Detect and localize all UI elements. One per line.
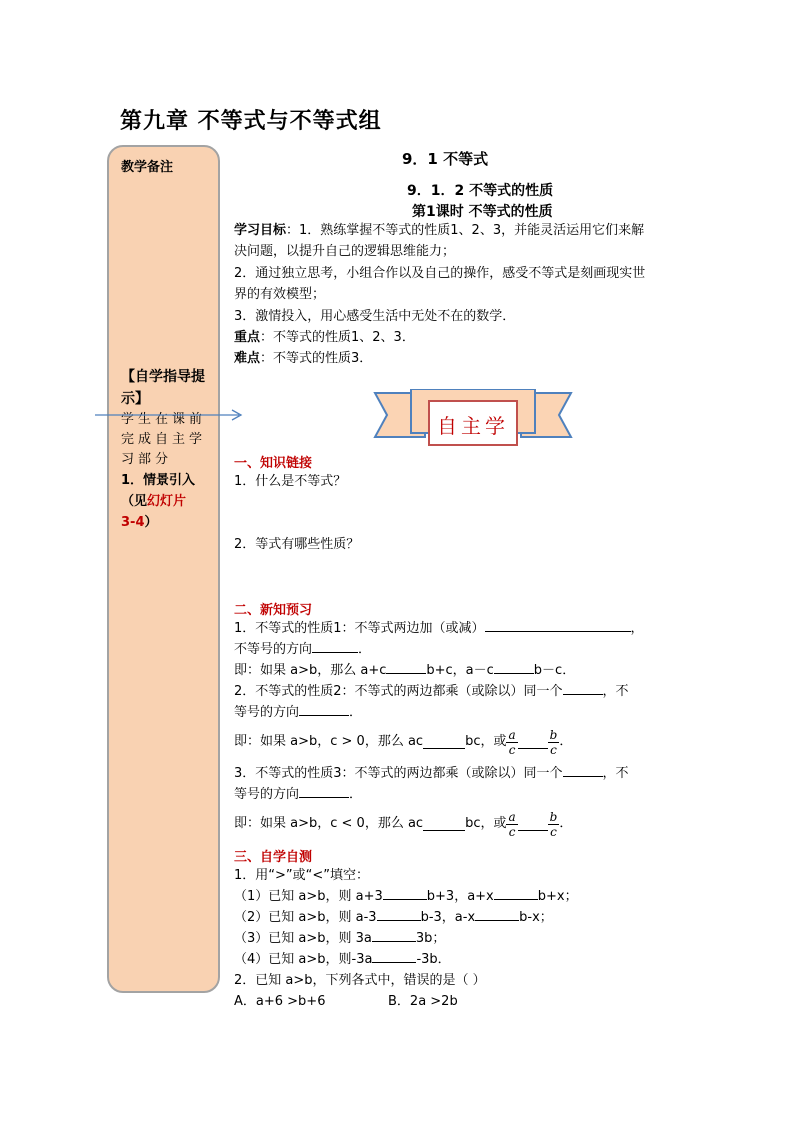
property1-ex-c: b－c． — [533, 663, 576, 678]
property3-ex-end: ． — [559, 816, 573, 831]
q1-2-blank1[interactable] — [377, 908, 421, 921]
q1-2-blank2[interactable] — [475, 908, 519, 921]
property2-end: ，不 — [602, 684, 629, 699]
property1-ex-b: b+c，a－c — [426, 663, 494, 678]
objectives-line3: 2．通过独立思考，小组合作以及自己的操作，感受不等式是刻画现实世 — [234, 266, 646, 281]
property2-ex-end: ． — [559, 734, 573, 749]
difficulty-text: ：不等式的性质3． — [260, 351, 373, 366]
property2-direction-end: ． — [349, 705, 363, 720]
part1-title: 一、知识链接 — [234, 456, 313, 471]
option-b: B．2a >2b — [388, 994, 458, 1009]
lesson-title: 第1课时 不等式的性质 — [412, 204, 553, 220]
q1-3-b: 3b； — [415, 931, 446, 946]
q1-4-blank[interactable] — [372, 950, 416, 963]
sidebar-section-label: 【自学指导提示】 — [121, 369, 205, 407]
property1-example — [234, 661, 575, 681]
property1-blank[interactable] — [485, 619, 631, 632]
sidebar-slide-range: 3-4 — [121, 515, 145, 530]
part3-q1: 1．用“>”或“<”填空： — [234, 868, 369, 883]
property3-direction — [234, 785, 362, 805]
q1-2-b: b-3，a-x — [420, 910, 476, 925]
part3-q1-3 — [234, 929, 445, 949]
chapter-title: 第九章 不等式与不等式组 — [120, 108, 382, 134]
fraction-a-over-c: $\frac{a}{c}$ — [508, 727, 516, 757]
property2-ex-b: bc，或 — [465, 734, 507, 749]
property1-direction-blank[interactable] — [312, 640, 358, 653]
sidebar-note-line1: 学生在课前 — [121, 412, 207, 427]
property2-direction-text: 等号的方向 — [234, 705, 300, 720]
key-text: ：不等式的性质1、2、3． — [260, 330, 415, 345]
q1-4-a: （4）已知 a>b，则-3a — [234, 952, 373, 967]
objectives-line4: 界的有效模型； — [234, 287, 326, 302]
key-label: 重点 — [234, 330, 261, 345]
sidebar-paren-open: （见 — [121, 494, 148, 509]
part2-title: 二、新知预习 — [234, 603, 313, 618]
sidebar-item-ref — [121, 492, 186, 512]
property3-line — [234, 764, 629, 784]
objectives-line1 — [234, 221, 644, 241]
property2-text: 2．不等式的性质2：不等式的两边都乘（或除以）同一个 — [234, 684, 563, 699]
objectives-label: 学习目标 — [234, 223, 287, 238]
q1-1-blank1[interactable] — [383, 887, 427, 900]
sidebar-paren-close: ） — [144, 515, 158, 530]
sidebar-note-line3: 习部分 — [121, 452, 173, 467]
part3-q1-2 — [234, 908, 553, 928]
property3-ex-b: bc，或 — [465, 816, 507, 831]
sidebar-item-intro: 1．情景引入 — [121, 473, 196, 488]
property1-end: ， — [630, 621, 644, 636]
property2-blank[interactable] — [563, 682, 603, 695]
q1-3-a: （3）已知 a>b，则 3a — [234, 931, 372, 946]
key-point — [234, 328, 415, 348]
option-a: A．a+6 >b+6 — [234, 994, 326, 1009]
property2-ex-blank1[interactable] — [423, 736, 465, 749]
q1-2-c: b-x； — [519, 910, 553, 925]
sidebar-slide-link: 幻灯片 — [147, 494, 187, 509]
notes-sidebar — [107, 145, 220, 993]
property1-direction — [234, 640, 371, 660]
q1-1-blank2[interactable] — [494, 887, 538, 900]
property1-ex-a: 即：如果 a>b，那么 a+c — [234, 663, 387, 678]
fraction-b-over-c: $\frac{b}{c}$ — [549, 727, 558, 757]
part3-q1-4 — [234, 950, 451, 970]
q1-3-blank[interactable] — [372, 929, 416, 942]
part3-title: 三、自学自测 — [234, 850, 313, 865]
property1-ex-blank2[interactable] — [494, 661, 534, 674]
fraction-b-over-c: $\frac{b}{c}$ — [549, 809, 558, 839]
property1-line — [234, 619, 644, 639]
pointer-arrow — [95, 408, 247, 422]
sidebar-heading: 教学备注 — [121, 160, 174, 175]
banner-text: 自主学 — [437, 414, 509, 438]
property3-ex-a: 即：如果 a>b，c < 0，那么 ac — [234, 816, 424, 831]
subsection-title: 9．1．2 不等式的性质 — [407, 183, 554, 199]
property2-ex-blank2[interactable] — [518, 736, 548, 749]
q1-2-a: （2）已知 a>b，则 a-3 — [234, 910, 377, 925]
property2-direction-blank[interactable] — [299, 703, 349, 716]
q1-1-c: b+x； — [537, 889, 578, 904]
property3-direction-blank[interactable] — [299, 785, 349, 798]
property2-ex-a: 即：如果 a>b，c > 0，那么 ac — [234, 734, 424, 749]
property3-direction-text: 等号的方向 — [234, 787, 300, 802]
sidebar-note-line2: 完成自主学 — [121, 432, 207, 447]
section-title: 9．1 不等式 — [402, 150, 489, 168]
property3-end: ，不 — [602, 766, 629, 781]
q1-4-b: -3b． — [416, 952, 451, 967]
fraction-a-over-c: $\frac{a}{c}$ — [508, 809, 516, 839]
property2-direction — [234, 703, 362, 723]
property1-text: 1．不等式的性质1：不等式两边加（或减） — [234, 621, 485, 636]
property3-blank[interactable] — [563, 764, 603, 777]
part1-q2: 2．等式有哪些性质？ — [234, 537, 360, 552]
objectives-text1: ：1．熟练掌握不等式的性质1、2、3，并能灵活运用它们来解 — [286, 223, 645, 238]
objectives-line5: 3．激情投入，用心感受生活中无处不在的数学． — [234, 309, 516, 324]
property3-text: 3．不等式的性质3：不等式的两边都乘（或除以）同一个 — [234, 766, 563, 781]
part3-q2: 2．已知 a>b，下列各式中，错误的是（ ） — [234, 973, 486, 988]
property3-ex-blank2[interactable] — [518, 818, 548, 831]
property2-example — [234, 722, 572, 762]
objectives-line2: 决问题，以提升自己的逻辑思维能力； — [234, 244, 456, 259]
property2-line — [234, 682, 629, 702]
property3-ex-blank1[interactable] — [423, 818, 465, 831]
property1-direction-end: ． — [358, 642, 372, 657]
property1-direction-text: 不等号的方向 — [234, 642, 313, 657]
difficulty-label: 难点 — [234, 351, 261, 366]
q1-1-b: b+3，a+x — [426, 889, 494, 904]
part3-q1-1 — [234, 887, 578, 907]
property3-direction-end: ． — [349, 787, 363, 802]
property3-example — [234, 804, 572, 844]
property1-ex-blank1[interactable] — [386, 661, 426, 674]
q1-1-a: （1）已知 a>b，则 a+3 — [234, 889, 383, 904]
sidebar-item-range — [121, 513, 158, 533]
difficulty-point — [234, 349, 372, 369]
part1-q1: 1．什么是不等式？ — [234, 474, 347, 489]
